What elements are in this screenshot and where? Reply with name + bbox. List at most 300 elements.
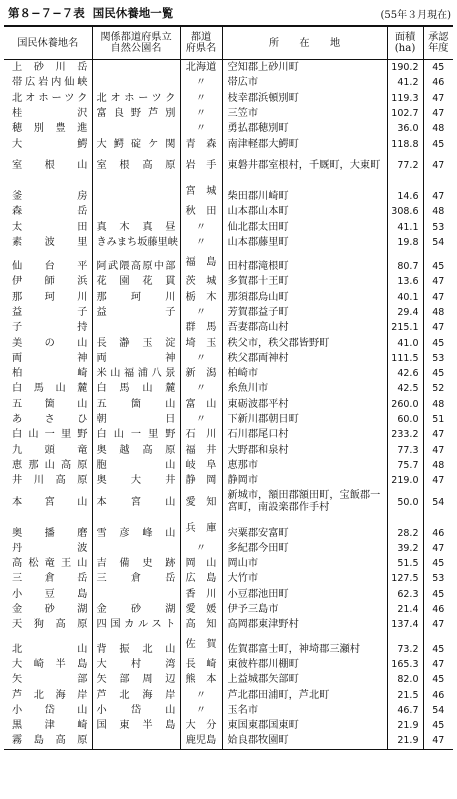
location-cell: 石川郡尾口村 bbox=[222, 427, 387, 442]
table-row bbox=[4, 733, 453, 749]
prefecture-cell: 〃 bbox=[180, 412, 222, 427]
location-cell: 多賀郡十王町 bbox=[222, 274, 387, 289]
prefecture-cell: 岩手 bbox=[180, 152, 222, 180]
approval-year-cell: 47 bbox=[423, 106, 453, 121]
prefecture-cell: 静岡 bbox=[180, 473, 222, 488]
location-cell: 東砺波郡平村 bbox=[222, 397, 387, 412]
resort-name-cell: 美の山 bbox=[12, 337, 88, 349]
area-ha-cell: 62.3 bbox=[387, 587, 423, 602]
park-name-cell: 背振北山 bbox=[92, 633, 180, 657]
park-name-cell: 国東半島 bbox=[92, 718, 180, 733]
park-name-cell bbox=[92, 180, 180, 204]
location-cell: 小豆郡池田町 bbox=[222, 587, 387, 602]
prefecture-cell: 〃 bbox=[180, 121, 222, 136]
resort-name-cell: 帯広岩内仙峡 bbox=[12, 77, 88, 89]
approval-year-cell: 48 bbox=[423, 458, 453, 473]
area-ha-cell: 219.0 bbox=[387, 473, 423, 488]
park-name-cell: 益子 bbox=[92, 305, 180, 320]
prefecture-cell: 高知 bbox=[180, 617, 222, 632]
area-ha-cell: 73.2 bbox=[387, 633, 423, 657]
area-ha-cell: 50.0 bbox=[387, 488, 423, 516]
prefecture-cell: 〃 bbox=[180, 106, 222, 121]
table-row bbox=[4, 473, 453, 488]
location-cell: 那須郡烏山町 bbox=[222, 290, 387, 305]
as-of-date: (55年３月現在) bbox=[380, 10, 451, 21]
location-cell: 三笠市 bbox=[222, 106, 387, 121]
park-name-cell bbox=[92, 541, 180, 556]
area-ha-cell: 119.3 bbox=[387, 91, 423, 106]
resort-table bbox=[4, 25, 453, 750]
resort-name-cell: 霧島高原 bbox=[4, 733, 92, 749]
table-row bbox=[4, 657, 453, 672]
approval-year-cell: 53 bbox=[423, 351, 453, 366]
table-row bbox=[4, 235, 453, 250]
area-ha-cell: 190.2 bbox=[387, 60, 423, 76]
table-row bbox=[4, 75, 453, 90]
park-name-cell: 雪彦峰山 bbox=[92, 516, 180, 540]
resort-name-cell: 高松竜王山 bbox=[12, 558, 88, 570]
park-name-cell: 金砂湖 bbox=[92, 602, 180, 617]
resort-name-cell: 柏崎 bbox=[12, 368, 88, 380]
approval-year-cell: 47 bbox=[423, 91, 453, 106]
area-ha-cell: 42.6 bbox=[387, 366, 423, 381]
location-cell: 南津軽郡大鰐町 bbox=[222, 136, 387, 151]
location-cell: 芦北郡田浦町，芦北町 bbox=[222, 687, 387, 702]
park-name-cell: 本宮山 bbox=[92, 488, 180, 516]
area-ha-cell: 21.9 bbox=[387, 718, 423, 733]
park-name-cell: 白馬山麓 bbox=[92, 381, 180, 396]
table-row bbox=[4, 718, 453, 733]
location-cell: 岡山市 bbox=[222, 556, 387, 571]
location-cell: 玉名市 bbox=[222, 703, 387, 718]
prefecture-cell: 広島 bbox=[180, 571, 222, 586]
resort-name-cell: 両神 bbox=[12, 352, 88, 364]
prefecture-cell: 埼玉 bbox=[180, 335, 222, 350]
table-row bbox=[4, 290, 453, 305]
location-cell: 芳賀郡益子町 bbox=[222, 305, 387, 320]
area-ha-cell: 19.8 bbox=[387, 235, 423, 250]
area-ha-cell: 21.9 bbox=[387, 733, 423, 749]
area-ha-cell: 215.1 bbox=[387, 320, 423, 335]
prefecture-cell: 秋田 bbox=[180, 204, 222, 219]
location-cell: 山本郡藤里町 bbox=[222, 235, 387, 250]
header-row bbox=[4, 26, 453, 60]
table-row bbox=[4, 152, 453, 180]
prefecture-cell: 愛知 bbox=[180, 488, 222, 516]
approval-year-cell: 45 bbox=[423, 335, 453, 350]
area-ha-cell: 14.6 bbox=[387, 180, 423, 204]
prefecture-cell: 青森 bbox=[180, 136, 222, 151]
table-row bbox=[4, 60, 453, 76]
table-row bbox=[4, 458, 453, 473]
approval-year-cell: 47 bbox=[423, 290, 453, 305]
area-ha-cell: 46.7 bbox=[387, 703, 423, 718]
table-title bbox=[8, 5, 173, 21]
table-row bbox=[4, 488, 453, 516]
resort-name-cell: 釜房 bbox=[12, 190, 88, 202]
park-name-cell: 那珂川 bbox=[92, 290, 180, 305]
location-cell: 糸魚川市 bbox=[222, 381, 387, 396]
area-ha-cell: 42.5 bbox=[387, 381, 423, 396]
table-row bbox=[4, 106, 453, 121]
header-pref: 都道 府県名 bbox=[180, 26, 222, 60]
resort-name-cell: 丹波 bbox=[12, 542, 88, 554]
park-name-cell: 富良野芦別 bbox=[92, 106, 180, 121]
approval-year-cell: 45 bbox=[423, 136, 453, 151]
park-name-cell: 五箇山 bbox=[92, 397, 180, 412]
location-cell: 山本郡山本町 bbox=[222, 204, 387, 219]
park-name-cell: 長瀞玉淀 bbox=[92, 335, 180, 350]
area-ha-cell: 41.2 bbox=[387, 75, 423, 90]
park-name-cell: 白山一里野 bbox=[92, 427, 180, 442]
header-address: 所 在 地 bbox=[222, 26, 387, 60]
prefecture-cell: 大分 bbox=[180, 718, 222, 733]
resort-name-cell: 黒津崎 bbox=[12, 720, 88, 732]
location-cell: 高岡郡東津野村 bbox=[222, 617, 387, 632]
location-cell: 田村郡滝根町 bbox=[222, 250, 387, 274]
area-ha-cell: 40.1 bbox=[387, 290, 423, 305]
area-ha-cell: 28.2 bbox=[387, 516, 423, 540]
approval-year-cell: 45 bbox=[423, 718, 453, 733]
resort-name-cell: 大崎半島 bbox=[12, 658, 88, 670]
location-cell: 伊予三島市 bbox=[222, 602, 387, 617]
prefecture-cell: 岐阜 bbox=[180, 458, 222, 473]
location-cell: 枝幸郡浜頓別町 bbox=[222, 91, 387, 106]
park-name-cell: 四国カルスト bbox=[92, 617, 180, 632]
park-name-cell: 花園花貫 bbox=[92, 274, 180, 289]
resort-name-cell: 仙台平 bbox=[12, 261, 88, 273]
approval-year-cell: 45 bbox=[423, 587, 453, 602]
prefecture-cell: 宮城 bbox=[180, 180, 222, 204]
approval-year-cell: 45 bbox=[423, 556, 453, 571]
area-ha-cell: 77.2 bbox=[387, 152, 423, 180]
resort-name-cell: 九頭竜 bbox=[12, 444, 88, 456]
park-name-cell: 朝日 bbox=[92, 412, 180, 427]
area-ha-cell: 36.0 bbox=[387, 121, 423, 136]
prefecture-cell: 〃 bbox=[180, 219, 222, 234]
resort-name-cell: 本宮山 bbox=[12, 496, 88, 508]
approval-year-cell: 47 bbox=[423, 541, 453, 556]
location-cell: 大竹市 bbox=[222, 571, 387, 586]
park-name-cell: 大村湾 bbox=[92, 657, 180, 672]
area-ha-cell: 82.0 bbox=[387, 672, 423, 687]
park-name-cell: 三倉岳 bbox=[92, 571, 180, 586]
table-row bbox=[4, 91, 453, 106]
approval-year-cell: 47 bbox=[423, 152, 453, 180]
resort-name-cell: 小岱山 bbox=[12, 704, 88, 716]
location-cell: 恵那市 bbox=[222, 458, 387, 473]
area-ha-cell: 77.3 bbox=[387, 443, 423, 458]
location-cell: 姶良郡牧園町 bbox=[222, 733, 387, 749]
location-cell: 帯広市 bbox=[222, 75, 387, 90]
approval-year-cell: 48 bbox=[423, 204, 453, 219]
park-name-cell bbox=[92, 60, 180, 76]
header-name: 国民休養地名 bbox=[4, 26, 92, 60]
table-row bbox=[4, 672, 453, 687]
location-cell: 東磐井郡室根村，千厩町，大東町 bbox=[222, 152, 387, 180]
prefecture-cell: 栃木 bbox=[180, 290, 222, 305]
location-cell: 宍粟郡安富町 bbox=[222, 516, 387, 540]
prefecture-cell: 群馬 bbox=[180, 320, 222, 335]
park-name-cell: 北オホーツク bbox=[92, 91, 180, 106]
approval-year-cell: 47 bbox=[423, 274, 453, 289]
resort-name-cell: 那珂川 bbox=[12, 291, 88, 303]
prefecture-cell: 〃 bbox=[180, 381, 222, 396]
prefecture-cell: 富山 bbox=[180, 397, 222, 412]
header-park: 関係都道府県立 自然公園名 bbox=[92, 26, 180, 60]
resort-name-cell: 北オホーツク bbox=[12, 92, 88, 104]
location-cell: 静岡市 bbox=[222, 473, 387, 488]
location-cell: 吾妻郡高山村 bbox=[222, 320, 387, 335]
park-name-cell bbox=[92, 733, 180, 749]
prefecture-cell: 長崎 bbox=[180, 657, 222, 672]
table-caption: 国民休養地一覧 bbox=[92, 6, 174, 20]
location-cell: 下新川郡朝日町 bbox=[222, 412, 387, 427]
area-ha-cell: 60.0 bbox=[387, 412, 423, 427]
resort-name-cell: 伊師浜 bbox=[12, 276, 88, 288]
park-name-cell: 小岱山 bbox=[92, 703, 180, 718]
resort-name-cell: 奥播磨 bbox=[12, 527, 88, 539]
park-name-cell: 胞山 bbox=[92, 458, 180, 473]
prefecture-cell: 熊本 bbox=[180, 672, 222, 687]
table-row bbox=[4, 556, 453, 571]
resort-name-cell: 益子 bbox=[12, 307, 88, 318]
resort-name-cell: 恵那山高原 bbox=[12, 459, 88, 471]
table-row bbox=[4, 427, 453, 442]
location-cell: 大野郡和泉村 bbox=[222, 443, 387, 458]
table-row bbox=[4, 397, 453, 412]
resort-name-cell: 太田 bbox=[12, 221, 88, 233]
approval-year-cell: 47 bbox=[423, 657, 453, 672]
location-cell: 多紀郡今田町 bbox=[222, 541, 387, 556]
approval-year-cell: 48 bbox=[423, 305, 453, 320]
table-row bbox=[4, 633, 453, 657]
prefecture-cell: 〃 bbox=[180, 351, 222, 366]
area-ha-cell: 13.6 bbox=[387, 274, 423, 289]
approval-year-cell: 54 bbox=[423, 703, 453, 718]
area-ha-cell: 308.6 bbox=[387, 204, 423, 219]
table-row bbox=[4, 516, 453, 540]
prefecture-cell: 〃 bbox=[180, 91, 222, 106]
location-cell: 空知郡上砂川町 bbox=[222, 60, 387, 76]
prefecture-cell: 愛媛 bbox=[180, 602, 222, 617]
approval-year-cell: 45 bbox=[423, 633, 453, 657]
prefecture-cell: 〃 bbox=[180, 305, 222, 320]
park-name-cell: 芦北海岸 bbox=[92, 687, 180, 702]
prefecture-cell: 〃 bbox=[180, 541, 222, 556]
prefecture-cell: 鹿児島 bbox=[180, 733, 222, 749]
prefecture-cell: 香川 bbox=[180, 587, 222, 602]
area-ha-cell: 233.2 bbox=[387, 427, 423, 442]
area-ha-cell: 102.7 bbox=[387, 106, 423, 121]
resort-name-cell: 森岳 bbox=[12, 206, 88, 218]
area-ha-cell: 41.0 bbox=[387, 335, 423, 350]
approval-year-cell: 47 bbox=[423, 427, 453, 442]
area-ha-cell: 51.5 bbox=[387, 556, 423, 571]
prefecture-cell: 北海道 bbox=[180, 60, 222, 76]
prefecture-cell: 福井 bbox=[180, 443, 222, 458]
location-cell: 柴田郡川崎町 bbox=[222, 180, 387, 204]
prefecture-cell: 〃 bbox=[180, 687, 222, 702]
table-row bbox=[4, 121, 453, 136]
location-cell: 佐賀郡富士町，神埼郡三瀬村 bbox=[222, 633, 387, 657]
prefecture-cell: 福島 bbox=[180, 250, 222, 274]
resort-name-cell: 室根山 bbox=[12, 160, 88, 172]
location-cell: 秩父市，秩父郡皆野町 bbox=[222, 335, 387, 350]
approval-year-cell: 54 bbox=[423, 488, 453, 516]
park-name-cell: 米山福浦八景 bbox=[92, 366, 180, 381]
table-number: 第８−７−７表 bbox=[8, 6, 85, 20]
park-name-cell bbox=[92, 587, 180, 602]
resort-name-cell: 白馬山麓 bbox=[12, 383, 88, 395]
approval-year-cell: 48 bbox=[423, 397, 453, 412]
resort-name-cell: 桂沢 bbox=[12, 108, 88, 120]
approval-year-cell: 52 bbox=[423, 381, 453, 396]
location-cell: 東国東郡国東町 bbox=[222, 718, 387, 733]
table-body bbox=[4, 60, 453, 750]
park-name-cell bbox=[92, 75, 180, 90]
location-cell: 勇払郡穂別町 bbox=[222, 121, 387, 136]
resort-name-cell: 五箇山 bbox=[12, 398, 88, 410]
approval-year-cell: 47 bbox=[423, 443, 453, 458]
park-name-cell: 奥越高原 bbox=[92, 443, 180, 458]
header-area: 面積 (ha) bbox=[387, 26, 423, 60]
resort-name-cell: 素波里 bbox=[12, 236, 88, 248]
location-cell: 柏崎市 bbox=[222, 366, 387, 381]
area-ha-cell: 111.5 bbox=[387, 351, 423, 366]
resort-name-cell: 金砂湖 bbox=[12, 604, 88, 616]
table-row bbox=[4, 351, 453, 366]
prefecture-cell: 茨城 bbox=[180, 274, 222, 289]
area-ha-cell: 75.7 bbox=[387, 458, 423, 473]
table-row bbox=[4, 617, 453, 632]
approval-year-cell: 51 bbox=[423, 412, 453, 427]
table-row bbox=[4, 687, 453, 702]
park-name-cell: 吉備史跡 bbox=[92, 556, 180, 571]
park-name-cell: 両神 bbox=[92, 351, 180, 366]
area-ha-cell: 80.7 bbox=[387, 250, 423, 274]
area-ha-cell: 21.4 bbox=[387, 602, 423, 617]
resort-name-cell: 穂別豊進 bbox=[12, 123, 88, 135]
park-name-cell: 奥大井 bbox=[92, 473, 180, 488]
table-row bbox=[4, 250, 453, 274]
table-row bbox=[4, 366, 453, 381]
park-name-cell: きみまち坂藤里峡 bbox=[92, 235, 180, 250]
approval-year-cell: 45 bbox=[423, 366, 453, 381]
prefecture-cell: 兵庫 bbox=[180, 516, 222, 540]
table-row bbox=[4, 443, 453, 458]
prefecture-cell: 石川 bbox=[180, 427, 222, 442]
resort-name-cell: 子持 bbox=[12, 322, 88, 334]
park-name-cell: 矢部周辺 bbox=[92, 672, 180, 687]
approval-year-cell: 53 bbox=[423, 219, 453, 234]
prefecture-cell: 〃 bbox=[180, 703, 222, 718]
area-ha-cell: 21.5 bbox=[387, 687, 423, 702]
resort-name-cell: 井川高原 bbox=[12, 475, 88, 487]
approval-year-cell: 47 bbox=[423, 733, 453, 749]
resort-name-cell: 大鰐 bbox=[12, 138, 88, 150]
table-row bbox=[4, 602, 453, 617]
approval-year-cell: 45 bbox=[423, 672, 453, 687]
approval-year-cell: 47 bbox=[423, 320, 453, 335]
resort-name-cell: 芦北海岸 bbox=[12, 689, 88, 701]
park-name-cell bbox=[92, 204, 180, 219]
approval-year-cell: 53 bbox=[423, 571, 453, 586]
resort-name-cell: 三倉岳 bbox=[12, 573, 88, 585]
park-name-cell: 真木真昼 bbox=[92, 219, 180, 234]
location-cell: 秩父郡両神村 bbox=[222, 351, 387, 366]
table-row bbox=[4, 180, 453, 204]
prefecture-cell: 〃 bbox=[180, 75, 222, 90]
park-name-cell: 室根高原 bbox=[92, 152, 180, 180]
header-year: 承認 年度 bbox=[423, 26, 453, 60]
resort-name-cell: 北山 bbox=[12, 643, 88, 655]
area-ha-cell: 41.1 bbox=[387, 219, 423, 234]
area-ha-cell: 39.2 bbox=[387, 541, 423, 556]
approval-year-cell: 45 bbox=[423, 60, 453, 76]
table-row bbox=[4, 136, 453, 151]
table-row bbox=[4, 541, 453, 556]
approval-year-cell: 54 bbox=[423, 235, 453, 250]
location-cell: 新城市，額田郡額田町，宝飯郡一宮町，南設楽郡作手村 bbox=[222, 488, 387, 516]
table-row bbox=[4, 305, 453, 320]
prefecture-cell: 新潟 bbox=[180, 366, 222, 381]
table-row bbox=[4, 587, 453, 602]
table-row bbox=[4, 204, 453, 219]
park-name-cell bbox=[92, 320, 180, 335]
prefecture-cell: 佐賀 bbox=[180, 633, 222, 657]
area-ha-cell: 29.4 bbox=[387, 305, 423, 320]
table-row bbox=[4, 219, 453, 234]
prefecture-cell: 岡山 bbox=[180, 556, 222, 571]
table-row bbox=[4, 320, 453, 335]
resort-name-cell: 天狗高原 bbox=[12, 619, 88, 631]
area-ha-cell: 137.4 bbox=[387, 617, 423, 632]
table-row bbox=[4, 703, 453, 718]
approval-year-cell: 46 bbox=[423, 602, 453, 617]
prefecture-cell: 〃 bbox=[180, 235, 222, 250]
park-name-cell: 阿武隈高原中部 bbox=[92, 250, 180, 274]
approval-year-cell: 47 bbox=[423, 180, 453, 204]
approval-year-cell: 47 bbox=[423, 473, 453, 488]
park-name-cell: 大鰐碇ケ関 bbox=[92, 136, 180, 151]
table-row bbox=[4, 381, 453, 396]
location-cell: 仙北郡太田町 bbox=[222, 219, 387, 234]
approval-year-cell: 48 bbox=[423, 121, 453, 136]
resort-name-cell: 小豆島 bbox=[12, 588, 88, 600]
resort-name-cell: 矢部 bbox=[12, 674, 88, 686]
approval-year-cell: 47 bbox=[423, 617, 453, 632]
table-row bbox=[4, 335, 453, 350]
resort-name-cell: 上砂川岳 bbox=[12, 62, 88, 74]
approval-year-cell: 45 bbox=[423, 250, 453, 274]
resort-name-cell: あさひ bbox=[12, 414, 88, 426]
area-ha-cell: 118.8 bbox=[387, 136, 423, 151]
approval-year-cell: 46 bbox=[423, 687, 453, 702]
park-name-cell bbox=[92, 121, 180, 136]
approval-year-cell: 46 bbox=[423, 516, 453, 540]
table-row bbox=[4, 274, 453, 289]
table-row bbox=[4, 412, 453, 427]
area-ha-cell: 127.5 bbox=[387, 571, 423, 586]
location-cell: 上益城郡矢部町 bbox=[222, 672, 387, 687]
location-cell: 東彼杵郡川棚町 bbox=[222, 657, 387, 672]
resort-name-cell: 白山一里野 bbox=[12, 429, 88, 441]
area-ha-cell: 165.3 bbox=[387, 657, 423, 672]
table-row bbox=[4, 571, 453, 586]
area-ha-cell: 260.0 bbox=[387, 397, 423, 412]
approval-year-cell: 46 bbox=[423, 75, 453, 90]
